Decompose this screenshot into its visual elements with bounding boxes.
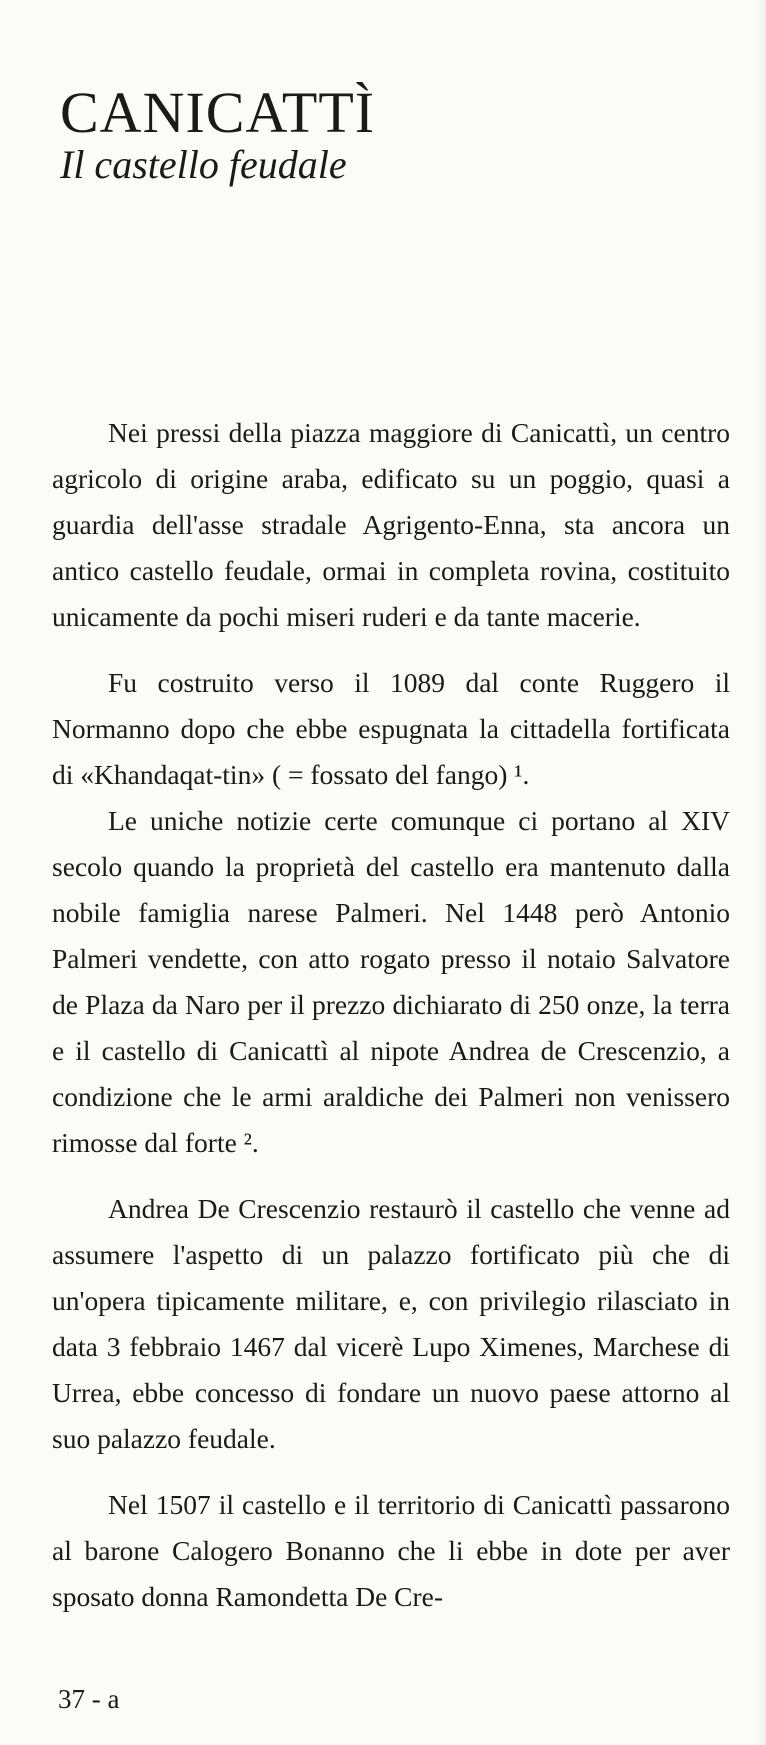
paragraph: Nei pressi della piazza maggiore di Canicattì, un centro agricolo di origine araba, edificato su un poggio, quasi a guardia dell'asse stradale Agrigento-Enna, sta ancora un antico castello feudale, ormai in completa rovina, costituito unicamente da pochi miseri ruderi e da tante macerie. [52, 417, 730, 632]
paragraph: Nel 1507 il castello e il territorio di Canicattì passarono al barone Calogero Bonanno che li ebbe in dote per aver sposato donna Ramondetta De Cre- [52, 1489, 730, 1612]
paragraph: Le uniche notizie certe comunque ci portano al XIV secolo quando la proprietà del castello era mantenuto dalla nobile famiglia narese Palmeri. Nel 1448 però Antonio Palmeri vendette, con atto rogato presso il notaio Salvatore de Plaza da Naro per il prezzo dichiarato di 250 onze, la terra e il castello di Canicattì al nipote Andrea de Crescenzio, a condizione che le armi araldiche dei Palmeri non venissero rimosse dal forte ². [52, 805, 730, 1158]
paragraph: Fu costruito verso il 1089 dal conte Ruggero il Normanno dopo che ebbe espugnata la cittadella fortificata di «Khandaqat-tin» ( = fossato del fango) ¹. [52, 667, 730, 790]
page-title: CANICATTÌ [60, 80, 376, 145]
scan-edge-shadow [758, 0, 766, 1745]
article-body [52, 410, 730, 1620]
page-number: 37 - a [58, 1684, 120, 1714]
page-subtitle: Il castello feudale [60, 142, 347, 187]
paragraph: Andrea De Crescenzio restaurò il castello che venne ad assumere l'aspetto di un palazzo fortificato più che di un'opera tipicamente militare, e, con privilegio rilasciato in data 3 febbraio 1467 dal vicerè Lupo Ximenes, Marchese di Urrea, ebbe concesso di fondare un nuovo paese attorno al suo palazzo feudale. [52, 1193, 730, 1454]
